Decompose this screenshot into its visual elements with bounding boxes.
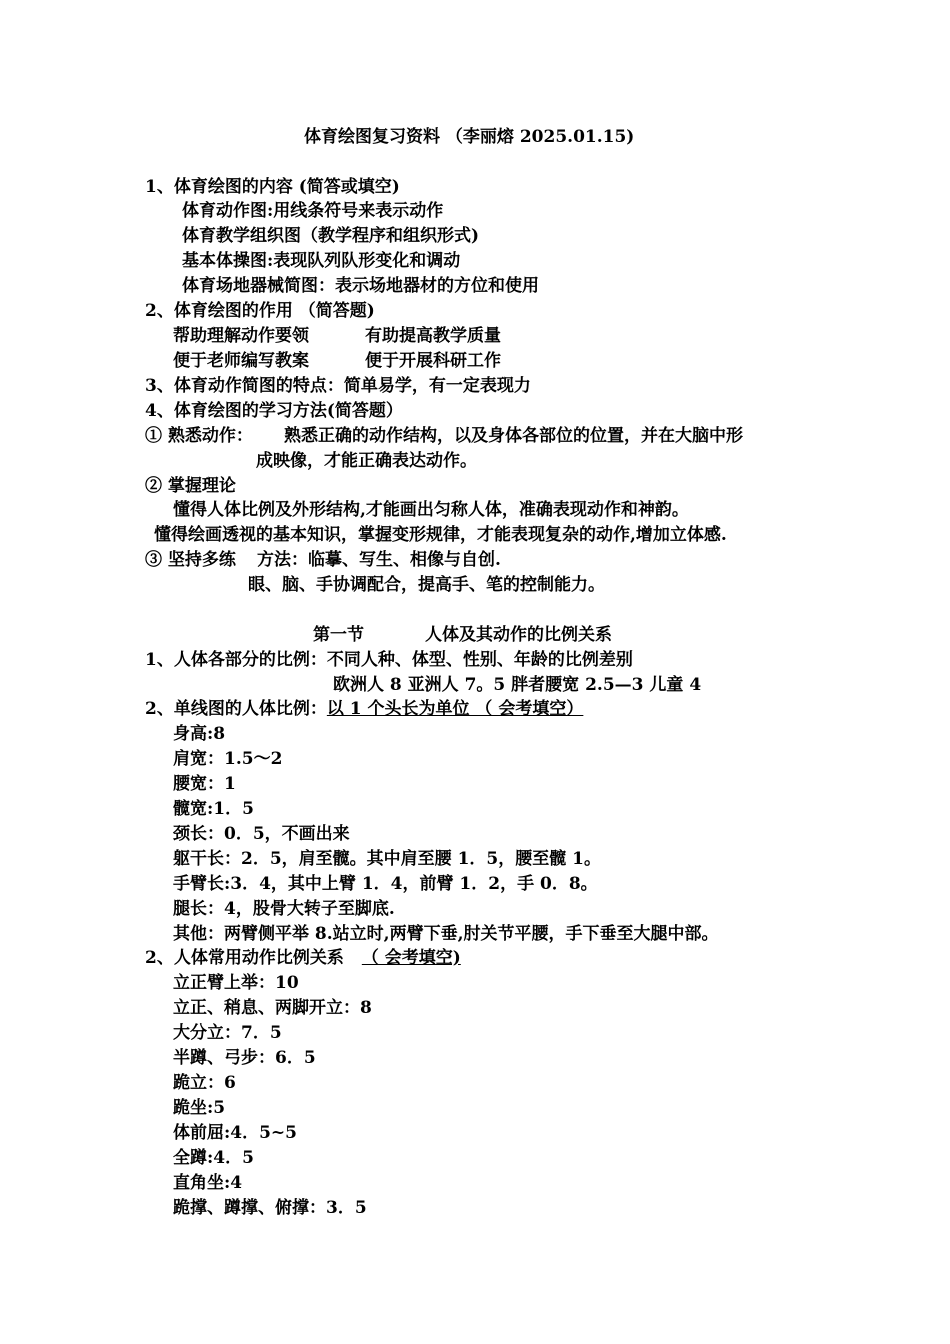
method-3-text: 方法：临摹、写生、相像与自创.: [257, 550, 501, 570]
list-item: 体育教学组织图（教学程序和组织形式): [182, 226, 480, 246]
list-item: 帮助理解动作要领: [173, 326, 309, 346]
page-title: 体育绘图复习资料 （李丽熔 2025.01.15): [304, 127, 635, 147]
list-item: 便于老师编写教案: [173, 351, 309, 371]
list-item: 颈长：0．5，不画出来: [173, 824, 350, 844]
section-3-heading: 3、体育动作简图的特点：简单易学，有一定表现力: [145, 376, 531, 396]
method-3-label: ③ 坚持多练: [145, 550, 236, 570]
list-item: 跪立：6: [173, 1073, 236, 1093]
method-1-label: ① 熟悉动作：: [145, 426, 253, 446]
list-item: 全蹲:4．5: [173, 1148, 254, 1168]
list-item: 大分立：7．5: [173, 1023, 282, 1043]
list-item: 跪坐:5: [173, 1098, 226, 1118]
list-item: 体育动作图:用线条符号来表示动作: [182, 201, 444, 221]
section-2-heading: 2、体育绘图的作用 （简答题): [145, 301, 375, 321]
method-2-line: 懂得绘画透视的基本知识，掌握变形规律，才能表现复杂的动作,增加立体感.: [154, 525, 727, 545]
list-item: 身高:8: [173, 724, 226, 744]
list-item: 躯干长：2．5，肩至髋。其中肩至腰 1．5，腰至髋 1。: [173, 849, 601, 869]
method-3-text-cont: 眼、脑、手协调配合，提高手、笔的控制能力。: [248, 575, 605, 595]
list-item: 跪撑、蹲撑、俯撑：3．5: [173, 1198, 367, 1218]
list-item: 髋宽:1．5: [173, 799, 254, 819]
section-title: 人体及其动作的比例关系: [425, 625, 612, 645]
list-item: 腿长：4，股骨大转子至脚底.: [173, 899, 395, 919]
part-3-heading-prefix: 2、人体常用动作比例关系: [145, 948, 344, 968]
list-item: 有助提高教学质量: [365, 326, 501, 346]
section-1-heading: 1、体育绘图的内容 (简答或填空): [145, 177, 400, 197]
list-item: 肩宽：1.5～2: [173, 749, 283, 769]
list-item: 腰宽：1: [173, 774, 236, 794]
list-item: 基本体操图:表现队列队形变化和调动: [182, 251, 461, 271]
part-1-heading: 1、人体各部分的比例：不同人种、体型、性别、年龄的比例差别: [145, 650, 633, 670]
part-2-heading-note: 以 1 个头长为单位 （ 会考填空）: [326, 699, 584, 719]
part-2-heading-prefix: 2、单线图的人体比例：: [145, 699, 327, 719]
part-3-heading-note: （ 会考填空): [361, 948, 461, 968]
section-number: 第一节: [313, 625, 364, 645]
list-item: 半蹲、弓步：6．5: [173, 1048, 316, 1068]
list-item: 体前屈:4．5~5: [173, 1123, 298, 1143]
list-item: 立正、稍息、两脚开立：8: [173, 998, 372, 1018]
list-item: 便于开展科研工作: [365, 351, 501, 371]
list-item: 立正臂上举：10: [173, 973, 299, 993]
method-1-text: 熟悉正确的动作结构，以及身体各部位的位置，并在大脑中形: [284, 426, 743, 446]
part-2-heading: [145, 698, 583, 720]
list-item: 手臂长:3．4，其中上臂 1．4，前臂 1．2，手 0．8。: [173, 874, 598, 894]
method-2-line: 懂得人体比例及外形结构,才能画出匀称人体，准确表现动作和神韵。: [173, 500, 689, 520]
part-1-detail: 欧洲人 8 亚洲人 7。5 胖者腰宽 2.5—3 儿童 4: [333, 675, 702, 695]
part-3-heading: [145, 947, 461, 969]
method-1-text-cont: 成映像，才能正确表达动作。: [256, 451, 477, 471]
list-item: 直角坐:4: [173, 1173, 243, 1193]
method-2-label: ② 掌握理论: [145, 476, 236, 496]
list-item: 其他：两臂侧平举 8.站立时,两臂下垂,肘关节平腰，手下垂至大腿中部。: [173, 924, 719, 944]
section-4-heading: 4、体育绘图的学习方法(简答题）: [145, 401, 403, 421]
list-item: 体育场地器械简图：表示场地器材的方位和使用: [182, 276, 539, 296]
